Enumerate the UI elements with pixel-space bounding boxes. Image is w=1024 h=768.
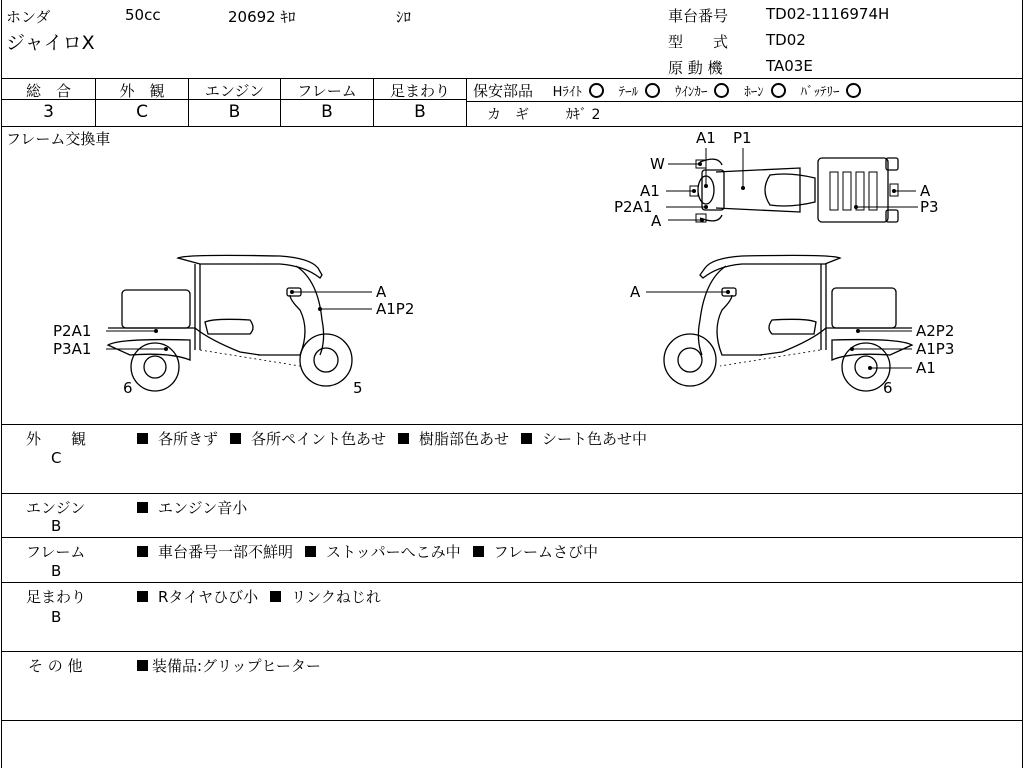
bullet-square-icon: [137, 591, 148, 602]
suspension-grade-label: 足まわり: [389, 82, 450, 100]
remark-items-other: [137, 655, 333, 676]
remark-grade-engine: B: [51, 517, 62, 535]
key-label: カ ギ: [487, 107, 529, 123]
safety-item-tail: ﾃｰﾙ: [618, 85, 639, 100]
bullet-square-icon: [305, 546, 316, 557]
model-code: TD02: [766, 31, 806, 49]
diagram-label: A1: [696, 129, 716, 147]
bullet-square-icon: [137, 433, 148, 444]
model-code-label: 型 式: [668, 33, 729, 51]
circle-ok-icon: [714, 83, 729, 98]
exterior-grade-label: 外 観: [119, 82, 165, 100]
diagram-label: A1: [640, 182, 660, 200]
safety-parts-title: 保安部品: [473, 82, 534, 100]
suspension-grade: B: [414, 102, 426, 122]
diagram-label: P3: [920, 198, 939, 216]
safety-parts-row: [473, 80, 871, 101]
remark-grade-suspension: B: [51, 608, 62, 626]
remark-item: 装備品:グリップヒーター: [152, 657, 321, 675]
body-color: ｼﾛ: [396, 8, 412, 26]
frame-grade-label: フレーム: [297, 82, 357, 100]
diagram-label: P3A1: [53, 340, 92, 358]
remark-item: シート色あせ中: [542, 430, 648, 448]
remark-item: フレームさび中: [493, 543, 598, 561]
circle-ok-icon: [645, 83, 660, 98]
bullet-square-icon: [137, 660, 148, 671]
diagram-label: 6: [883, 379, 893, 397]
bullet-square-icon: [137, 502, 148, 513]
diagram-label: 5: [353, 379, 363, 397]
divider: [1, 720, 1023, 721]
diagram-label: A1: [916, 359, 936, 377]
remark-item: 各所きず: [158, 430, 219, 448]
engine-grade-label: エンジン: [204, 82, 265, 100]
damage-diagram: [0, 126, 1024, 424]
bullet-square-icon: [473, 546, 484, 557]
bullet-square-icon: [398, 433, 409, 444]
diagram-label: A1P3: [916, 340, 955, 358]
divider: [1, 582, 1023, 583]
remark-items-engine: [137, 497, 259, 518]
remark-item: 車台番号一部不鮮明: [158, 543, 294, 561]
overall-grade-label: 総 合: [25, 82, 71, 100]
remark-items-exterior: [137, 428, 659, 449]
displacement: 50cc: [125, 6, 161, 24]
remark-label-exterior: 外 観: [26, 430, 87, 448]
model-name: ジャイロX: [6, 32, 95, 54]
remark-item: Rタイヤひび小: [158, 588, 259, 606]
frame-swapped-note: フレーム交換車: [6, 130, 111, 148]
diagram-label: A: [920, 182, 931, 200]
safety-item-horn: ﾎｰﾝ: [744, 85, 764, 100]
divider: [1, 537, 1023, 538]
diagram-label: 6: [123, 379, 133, 397]
overall-grade: 3: [43, 102, 54, 122]
engine-code: TA03E: [766, 57, 813, 75]
divider: [1, 424, 1023, 425]
remark-label-suspension: 足まわり: [26, 588, 87, 606]
safety-item-headlight: Hﾗｲﾄ: [552, 85, 582, 100]
engine-grade: B: [228, 102, 241, 122]
diagram-label: A2P2: [916, 322, 955, 340]
remark-items-frame: [137, 541, 610, 562]
diagram-label: P2A1: [53, 322, 92, 340]
bullet-square-icon: [270, 591, 281, 602]
diagram-label: W: [650, 155, 665, 173]
remark-item: エンジン音小: [158, 499, 248, 517]
remark-item: リンクねじれ: [291, 588, 381, 606]
diagram-label: A: [651, 212, 662, 230]
mileage: 20692 ｷﾛ: [228, 8, 296, 26]
frame-number-label: 車台番号: [668, 7, 729, 25]
remark-item: ストッパーへこみ中: [326, 543, 461, 561]
safety-item-winker: ｳｲﾝｶｰ: [674, 85, 708, 100]
safety-item-battery: ﾊﾞｯﾃﾘｰ: [800, 85, 840, 100]
remark-items-suspension: [137, 586, 393, 607]
diagram-label: A: [376, 283, 387, 301]
divider: [1, 651, 1023, 652]
top-view-leader-lines: [666, 148, 918, 222]
top-view-drawing: [690, 158, 898, 222]
left-side-view-drawing: [108, 255, 352, 391]
frame-number: TD02-1116974H: [766, 5, 890, 23]
circle-ok-icon: [771, 83, 786, 98]
circle-ok-icon: [589, 83, 604, 98]
divider: [466, 78, 467, 126]
circle-ok-icon: [846, 83, 861, 98]
maker-name: ホンダ: [6, 8, 51, 26]
left-view-leader-lines: [106, 290, 372, 351]
remark-label-other: そ の 他: [28, 657, 83, 675]
remark-item: 樹脂部色あせ: [419, 430, 510, 448]
divider: [467, 101, 1023, 102]
remark-label-frame: フレーム: [26, 543, 86, 561]
diagram-label: A1P2: [376, 300, 415, 318]
remark-grade-exterior: C: [51, 449, 62, 467]
key-value: ｶｷﾞ 2: [566, 107, 601, 123]
frame-grade: B: [321, 102, 333, 122]
divider: [1, 78, 1023, 79]
bullet-square-icon: [230, 433, 241, 444]
bullet-square-icon: [137, 546, 148, 557]
diagram-label: A: [630, 283, 641, 301]
divider: [1, 493, 1023, 494]
right-side-view-drawing: [664, 255, 912, 391]
diagram-label: P1: [733, 129, 752, 147]
remark-label-engine: エンジン: [26, 499, 86, 517]
bullet-square-icon: [521, 433, 532, 444]
diagram-label: P2A1: [614, 198, 653, 216]
exterior-grade: C: [136, 102, 148, 122]
remark-item: 各所ペイント色あせ: [251, 430, 387, 448]
engine-code-label: 原 動 機: [668, 59, 723, 77]
remark-grade-frame: B: [51, 562, 62, 580]
